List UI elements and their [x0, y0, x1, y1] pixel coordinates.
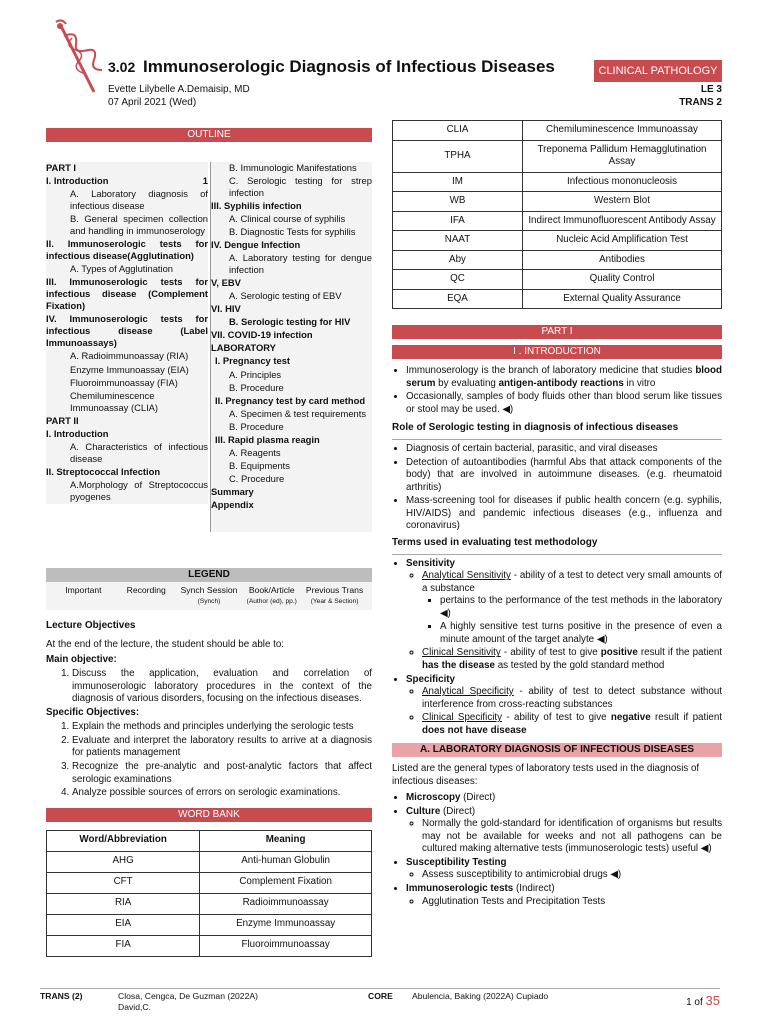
page-number	[686, 993, 720, 1010]
outline-item	[46, 238, 208, 262]
outline-item	[46, 175, 208, 187]
table-row	[47, 914, 372, 935]
specific-objective: 3. Recognize the pre-analytic and post-analytic factors that affect serologic examinations	[72, 761, 372, 786]
lecture-date: 07 April 2021 (Wed)	[108, 97, 197, 108]
footer-transcribers: Closa, Cengca, De Guzman (2022A) David,C.	[118, 991, 258, 1012]
abbr-cell: Aby	[393, 250, 523, 270]
legend-labels	[46, 582, 372, 596]
outline-item	[46, 162, 208, 174]
footer-core-names: Abulencia, Baking (2022A) Cupiado	[412, 991, 549, 1001]
outline-item	[46, 188, 208, 212]
outline-item-text: B. Diagnostic Tests for syphilis	[229, 226, 356, 238]
outline-item-text: II. Streptococcal Infection	[46, 465, 161, 477]
list-item: • Diagnosis of certain bacterial, parasitic, and viral diseases	[406, 443, 722, 456]
outline-item	[211, 329, 372, 341]
outline-item-text: V, EBV	[211, 277, 241, 289]
outline-item-text: LABORATORY	[211, 342, 276, 354]
right-column	[392, 120, 722, 909]
terms-title: Terms used in evaluating test methodology	[392, 536, 598, 548]
lab-diagnosis-bar: A. LABORATORY DIAGNOSIS OF INFECTIOUS DISEASES	[392, 743, 722, 757]
outline-item-text: B. Equipments	[229, 459, 290, 471]
outline-item	[46, 466, 208, 478]
legend-label: Synch Session	[180, 585, 238, 595]
outline-item	[211, 252, 372, 276]
specific-objectives-list	[72, 721, 372, 799]
le-label: LE 3	[700, 84, 722, 95]
main-objective-label: Main objective:	[46, 653, 117, 665]
document-title	[108, 56, 555, 78]
abbr-cell: IFA	[393, 211, 523, 231]
outline-item-text: II. Pregnancy test by card method	[215, 394, 366, 406]
outline-item-text: A. Specimen & test requirements	[229, 407, 367, 419]
outline-item	[46, 428, 208, 440]
outline-item-text: A. Laboratory testing for dengue infection	[229, 252, 372, 276]
outline-item	[46, 313, 208, 349]
legend-label: Recording	[126, 585, 166, 595]
outline-item	[46, 390, 208, 414]
outline-item-text: Summary	[211, 485, 254, 497]
abbr-cell: CLIA	[393, 121, 523, 141]
outline-item	[46, 350, 208, 362]
outline-item	[211, 369, 372, 381]
left-column	[46, 128, 372, 957]
outline-item-text: A. Clinical course of syphilis	[229, 213, 346, 225]
abbr-cell: IM	[393, 172, 523, 192]
word-bank-header-word: Word/Abbreviation	[47, 830, 200, 851]
objectives-intro: At the end of the lecture, the student should be able to:	[46, 639, 285, 651]
outline-item-text: A. Laboratory diagnosis of infectious disease	[70, 188, 208, 212]
legend-bar: LEGEND	[46, 568, 372, 582]
table-row	[47, 872, 372, 893]
outline-item-text: PART I	[46, 162, 77, 173]
word-cell: EIA	[47, 914, 200, 935]
page-of: of	[694, 997, 703, 1008]
legend-label: Previous Trans	[305, 585, 364, 595]
role-list	[406, 443, 722, 533]
word-cell: FIA	[47, 935, 200, 956]
outline-bar: OUTLINE	[46, 128, 372, 142]
page-total: 35	[705, 993, 720, 1008]
outline-item	[211, 175, 372, 199]
outline-item-text: C. Procedure	[229, 472, 285, 484]
specific-objective: 1. Explain the methods and principles underlying the serologic tests	[72, 721, 372, 734]
meaning-cell: Radioimmunoassay	[200, 893, 372, 914]
part-one-bar: PART I	[392, 325, 722, 339]
specific-objectives-label: Specific Objectives:	[46, 706, 140, 718]
outline-item-text: B. Procedure	[229, 381, 284, 393]
legend-label: Important	[65, 585, 102, 595]
outline-item	[46, 276, 208, 312]
abbr-meaning-cell: Nucleic Acid Amplification Test	[523, 231, 722, 251]
trans-label: TRANS 2	[679, 97, 722, 108]
outline-left	[46, 162, 208, 504]
outline-item-text: B. Serologic testing for HIV	[229, 316, 351, 328]
main-objective: 1. Discuss the application, evaluation and correlation of immunoserologic laboratory procedures in the context of the diagnosis of various disorders, focusing on the infectious diseases.	[72, 668, 372, 706]
table-row	[393, 231, 722, 251]
outline-item	[211, 473, 372, 485]
outline-item-text: C. Serologic testing for strep infection	[229, 175, 372, 199]
outline-item-text: PART II	[46, 414, 79, 426]
outline-item-text: A. Reagents	[229, 446, 281, 458]
meaning-cell: Enzyme Immunoassay	[200, 914, 372, 935]
meaning-cell: Anti-human Globulin	[200, 851, 372, 872]
outline-item	[211, 395, 372, 407]
outline-item	[211, 303, 372, 315]
outline-item	[211, 408, 372, 420]
outline-item	[46, 377, 208, 389]
outline-item-text: A.Morphology of Streptococcus pyogenes	[70, 478, 208, 502]
outline-item	[211, 162, 372, 174]
outline-item-text: A. Characteristics of infectious disease	[70, 440, 208, 464]
outline-item-text: III. Syphilis infection	[211, 200, 302, 212]
outline-item-text: I. Introduction	[46, 427, 109, 439]
table-row	[393, 140, 722, 172]
outline-item-text: I. Pregnancy test	[215, 355, 291, 367]
outline-item	[211, 421, 372, 433]
outline-item	[46, 415, 208, 427]
outline-item-text: IV. Immunoserologic tests for infectious disease (Label Immunoassays)	[46, 313, 208, 349]
table-row	[47, 851, 372, 872]
outline-item	[46, 213, 208, 237]
abbr-meaning-cell: External Quality Assurance	[523, 289, 722, 309]
outline-item-text: Enzyme Immunoassay (EIA)	[70, 363, 189, 375]
table-row	[393, 192, 722, 212]
main-objective-list	[72, 668, 372, 706]
footer-core: CORE	[368, 991, 393, 1001]
caduceus-logo	[50, 18, 104, 98]
legend-sub	[115, 598, 178, 606]
legend-sub: (Author (ed), pp.)	[246, 598, 297, 605]
outline-item-text: B. Immunologic Manifestations	[229, 162, 357, 173]
legend-sub	[52, 598, 115, 606]
abbr-cell: EQA	[393, 289, 523, 309]
list-item: • Occasionally, samples of body fluids other than blood serum like tissues or stool may be used. ◀)	[406, 391, 722, 416]
outline	[46, 152, 372, 562]
list-item: • Immunoserology is the branch of laboratory medicine that studies blood serum by evaluating antigen-antibody reactions in vitro	[406, 365, 722, 390]
table-row	[393, 289, 722, 309]
abbr-meaning-cell: Chemiluminescence Immunoassay	[523, 121, 722, 141]
table-row	[47, 935, 372, 956]
outline-item	[46, 441, 208, 465]
abbr-cell: QC	[393, 270, 523, 290]
table-row	[393, 270, 722, 290]
outline-item	[46, 479, 208, 503]
outline-item-text: III. Immunoserologic tests for infectious disease (Complement Fixation)	[46, 276, 208, 312]
clinical-pathology-badge: CLINICAL PATHOLOGY	[594, 60, 722, 82]
outline-item-text: Chemiluminescence Immunoassay (CLIA)	[70, 389, 159, 413]
legend-sub: (Year & Section)	[310, 598, 359, 605]
abbr-meaning-cell: Western Blot	[523, 192, 722, 212]
outline-item-text: B. Procedure	[229, 420, 284, 432]
outline-item	[211, 200, 372, 212]
word-cell: CFT	[47, 872, 200, 893]
outline-item	[211, 239, 372, 251]
specific-objective: 4. Analyze possible sources of errors on serologic examinations.	[72, 787, 372, 800]
outline-item	[211, 355, 372, 367]
document-number: 3.02	[108, 59, 136, 75]
outline-item-text: A. Serologic testing of EBV	[229, 290, 342, 302]
outline-item-text: II. Immunoserologic tests for infectious disease(Agglutination)	[46, 238, 208, 262]
author: Evette Lilybelle A.Demaisip, MD	[108, 84, 250, 95]
outline-item	[211, 277, 372, 289]
outline-item	[211, 460, 372, 472]
abbr-meaning-cell: Treponema Pallidum Hemagglutination Assay	[523, 140, 722, 172]
role-title: Role of Serologic testing in diagnosis of infectious diseases	[392, 422, 679, 434]
list-item: • Mass-screening tool for diseases if public health concern (e.g. syphilis, HIV/AIDS) and pandemic infectious diseases (e.g., influenza and coronavirus)	[406, 495, 722, 533]
table-row	[393, 121, 722, 141]
outline-item	[211, 316, 372, 328]
abbreviation-table	[392, 120, 722, 309]
legend-label: Book/Article	[248, 585, 295, 595]
lab-tests-list: • Microscopy (Direct) • Culture (Direct) ◦ Normally the gold-standard for identification of organisms but results may not be available for weeks and not all pathogens can be cultured making alternative tests (immunoserologic tests) useful ◀) • Susceptibility Testing ◦ Assess susceptibility to antimicrobial drugs ◀) • Immunoserologic tests (Indirect) ◦ Agglutination Tests and Precipitation Tests	[406, 792, 722, 908]
outline-item	[46, 263, 208, 275]
word-bank-bar: WORD BANK	[46, 808, 372, 822]
abbr-cell: TPHA	[393, 140, 523, 172]
outline-item	[211, 434, 372, 446]
outline-item	[211, 486, 372, 498]
abbr-cell: NAAT	[393, 231, 523, 251]
outline-item-text: A. Radioimmunoassay (RIA)	[70, 350, 189, 362]
outline-item-text: Appendix	[211, 498, 254, 510]
meaning-cell: Fluoroimmunoassay	[200, 935, 372, 956]
abbr-meaning-cell: Infectious mononucleosis	[523, 172, 722, 192]
document-title-text: Immunoserologic Diagnosis of Infectious Diseases	[142, 57, 555, 76]
word-cell: RIA	[47, 893, 200, 914]
outline-item-text: VII. COVID-19 infection	[211, 329, 313, 341]
outline-item-text: A. Types of Agglutination	[70, 263, 174, 275]
outline-item	[211, 213, 372, 225]
outline-item-text: B. General specimen collection and handling in immunoserology	[70, 213, 208, 237]
table-row	[393, 172, 722, 192]
abbr-meaning-cell: Quality Control	[523, 270, 722, 290]
footer-trans: TRANS (2)	[40, 991, 83, 1001]
word-cell: AHG	[47, 851, 200, 872]
outline-item-text: I. Introduction	[46, 175, 109, 187]
outline-item-text: A. Principles	[229, 368, 282, 380]
lab-intro: Listed are the general types of laboratory tests used in the diagnosis of infectious diseases:	[392, 763, 700, 787]
table-row	[393, 211, 722, 231]
legend-sub: (Synch)	[197, 598, 221, 605]
outline-item	[46, 364, 208, 376]
legend-subs	[46, 596, 372, 610]
introduction-list	[406, 365, 722, 416]
outline-item-text: Fluoroimmunoassay (FIA)	[70, 376, 178, 388]
abbr-cell: WB	[393, 192, 523, 212]
word-bank-header-meaning: Meaning	[200, 830, 372, 851]
outline-item	[211, 447, 372, 459]
outline-item-text: VI. HIV	[211, 303, 241, 315]
outline-item-text: IV. Dengue Infection	[211, 239, 301, 251]
outline-item	[211, 342, 372, 354]
terms-list: • Sensitivity ◦ Analytical Sensitivity - ability of a test to detect very small amounts of a substance ▪ pertains to the performance of the test methods in the laboratory ◀) ▪ A highly sensitive test turns positive in the presence of even a minute amount of the target analyte ◀) ◦ Clinical Sensitivity - ability of test to give positive result if the patient has the disease as tested by the gold standard method • Specificity ◦ Analytical Specificity - ability of test to detect substance without interference from cross-reacting substances ◦ Clinical Specificity - ability of test to give negative result if patient does not have disease	[406, 558, 722, 737]
table-row	[47, 893, 372, 914]
outline-right	[210, 162, 372, 532]
outline-item	[211, 499, 372, 511]
outline-item-page: 1	[202, 175, 208, 187]
abbr-meaning-cell: Indirect Immunofluorescent Antibody Assay	[523, 211, 722, 231]
outline-item	[211, 382, 372, 394]
outline-item	[211, 226, 372, 238]
footer	[40, 988, 720, 1012]
introduction-bar: I . INTRODUCTION	[392, 345, 722, 359]
word-bank-table	[46, 830, 372, 957]
outline-item	[211, 290, 372, 302]
meaning-cell: Complement Fixation	[200, 872, 372, 893]
legend	[46, 568, 372, 610]
abbr-meaning-cell: Antibodies	[523, 250, 722, 270]
outline-item-text: III. Rapid plasma reagin	[215, 433, 320, 445]
list-item: • Detection of autoantibodies (harmful Abs that attack components of the body) that are involved in autoimmune diseases. (e.g. rheumatoid arthritis)	[406, 457, 722, 495]
objectives-title: Lecture Objectives	[46, 620, 136, 632]
table-row	[393, 250, 722, 270]
page-current: 1	[686, 997, 692, 1008]
specific-objective: 2. Evaluate and interpret the laboratory results to arrive at a diagnosis for patients management	[72, 735, 372, 760]
